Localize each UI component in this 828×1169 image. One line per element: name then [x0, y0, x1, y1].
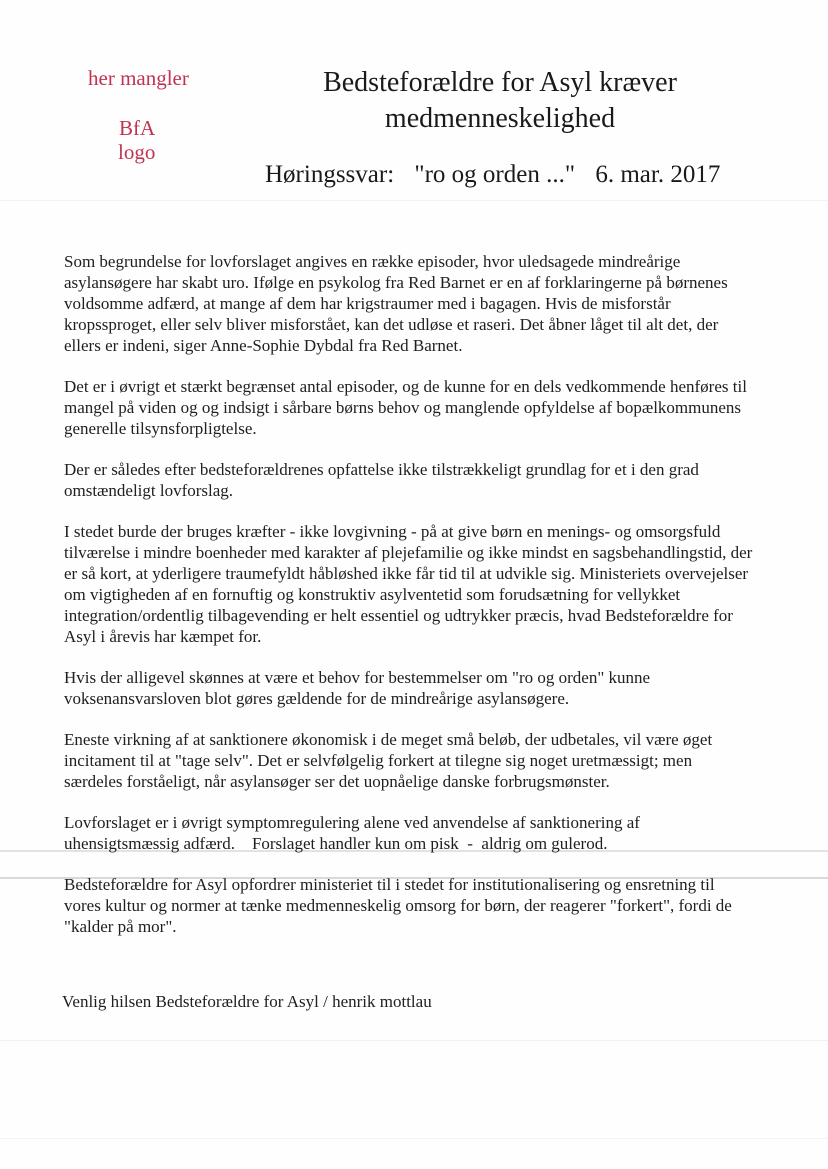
scan-artifact — [0, 200, 828, 201]
subtitle-date: 6. mar. 2017 — [595, 161, 721, 188]
subtitle-topic: "ro og orden ..." — [414, 161, 576, 188]
logo-placeholder-line: her mangler — [88, 66, 189, 90]
title-line: Bedsteforældre for Asyl kræver — [323, 67, 677, 98]
subtitle-label: Høringssvar: — [265, 161, 395, 188]
body-paragraph: Eneste virkning af at sanktionere økonomisk i de meget små beløb, der udbetales, vil være øget incitament til at "tage selv". Det er selvfølgelig forkert at tilegne sig noget uretmæssigt; men særdeles forståeligt, når asylansøger ser det uopnåelige danske forbrugsmønster. — [64, 730, 713, 791]
letter-body — [64, 251, 754, 957]
signoff: Venlig hilsen Bedsteforældre for Asyl / henrik mottlau — [62, 992, 432, 1011]
body-paragraph: Bedsteforældre for Asyl opfordrer ministeriet til i stedet for institutionalisering og ensretning til vores kultur og normer at tænke medmenneskelig omsorg for børn, der reagerer "forkert", fordi de "kalder på mor". — [64, 875, 732, 936]
scan-artifact — [0, 1138, 828, 1139]
body-paragraph: Lovforslaget er i øvrigt symptomregulering alene ved anvendelse af sanktionering af uhensigtsmæssig adfærd. Forslaget handler kun om pisk - aldrig om gulerod. — [64, 813, 645, 853]
body-paragraph: Det er i øvrigt et stærkt begrænset antal episoder, og de kunne for en dels vedkommende henføres til mangel på viden og og indsigt i sårbare børns behov og manglende opfyldelse af bopælkommunens generelle tilsynsforpligtelse. — [64, 377, 747, 438]
body-paragraph: Som begrundelse for lovforslaget angives en række episoder, hvor uledsagede mindreårige asylansøgere har skabt uro. Ifølge en psykolog fra Red Barnet er en af forklaringerne på børnenes voldsomme adfærd, at mange af dem har krigstraumer med i bagagen. Hvis de misforstår kropssproget, eller selv bliver misforstået, kan det udløse et raseri. Det åbner låget til alt det, der ellers er indeni, siger Anne-Sophie Dybdal fra Red Barnet. — [64, 252, 728, 355]
logo-placeholder-line: BfA — [119, 116, 156, 140]
body-paragraph: Hvis der alligevel skønnes at være et behov for bestemmelser om "ro og orden" kunne voksenansvarsloven blot gøres gældende for de mindreårige asylansøgere. — [64, 668, 651, 708]
document-title — [300, 65, 700, 137]
logo-placeholder-line: logo — [118, 140, 156, 164]
scan-artifact — [0, 1040, 828, 1041]
hearing-response-line — [265, 160, 720, 190]
body-paragraph: Der er således efter bedsteforældrenes opfattelse ikke tilstrækkeligt grundlag for et i den grad omstændeligt lovforslag. — [64, 460, 699, 500]
title-line: medmenneskelighed — [384, 103, 616, 134]
body-paragraph: I stedet burde der bruges kræfter - ikke lovgivning - på at give børn en menings- og omsorgsfuld tilværelse i mindre boenheder med karakter af plejefamilie og ikke mindst en sagsbehandlingstid, der er så kort, at yderligere traumefyldt håbløshed ikke får tid til at udvikle sig. Ministeriets overvejelser om vigtigheden af en fornuftig og konstruktiv asylventetid som forudsætning for vellykket integration/ordentlig tilbagevending er helt essentiel og udtrykker præcis, hvad Bedsteforældre for Asyl i årevis har kæmpet for. — [64, 522, 753, 646]
